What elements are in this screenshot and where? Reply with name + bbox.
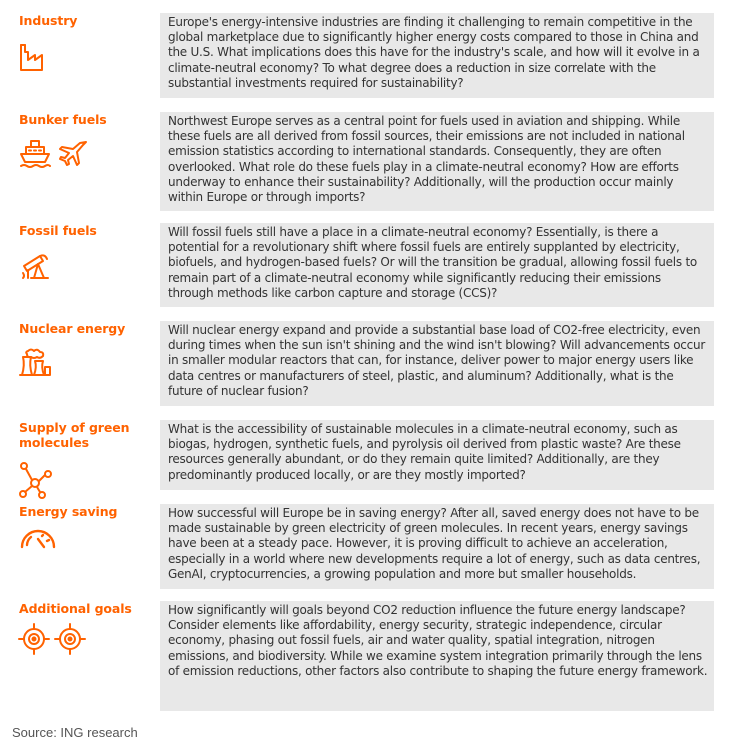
- topic-row: [0, 504, 738, 589]
- topic-row: [0, 420, 738, 490]
- topic-row: [0, 223, 738, 307]
- airplane-icon: [56, 138, 90, 168]
- topic-icons: [18, 138, 90, 168]
- target-icon: [18, 623, 50, 655]
- oil-pump-icon: [18, 250, 54, 282]
- topic-label: Bunker fuels: [19, 112, 107, 127]
- topic-description: Will nuclear energy expand and provide a substantial base load of CO2-free electricity, even during times when the sun isn't shining and the wind isn't blowing? Will advancements occur in smaller modular reactors that can, for instance, deliver power to major energy users like data centres or manufacturers of steel, plastic, and aluminum? Additionally, what is the future of nuclear fusion?: [160, 321, 714, 406]
- gauge-icon: [18, 527, 58, 551]
- topic-description: How significantly will goals beyond CO2 reduction influence the future energy landscape? Consider elements like affordability, energy security, strategic independence, circular economy, phasing out fossil fuels, air and water quality, spatial integration, nitrogen emissions, and biodiversity. While we examine system integration primarily through the lens of emission reductions, other factors also contribute to shaping the future energy framework.: [160, 601, 714, 711]
- topic-row: [0, 112, 738, 211]
- source-note: Source: ING research: [12, 725, 138, 740]
- topic-description: What is the accessibility of sustainable molecules in a climate-neutral economy, such as biogas, hydrogen, synthetic fuels, and pyrolysis oil derived from plastic waste? Are these resources generally abundant, or do they remain quite limited? Additionally, are they predominantly produced locally, or are they mostly imported?: [160, 420, 714, 490]
- topic-label: Additional goals: [19, 601, 132, 616]
- topic-description: How successful will Europe be in saving energy? After all, saved energy does not have to be made sustainable by green electricity of green molecules. In recent years, energy savings have been at a steady pace. However, it is proving difficult to achieve an acceleration, especially in a world where new developments require a lot of energy, such as data centres, GenAI, cryptocurrencies, a growing population and more but smaller households.: [160, 504, 714, 589]
- ship-icon: [18, 138, 52, 168]
- target-icon: [54, 623, 86, 655]
- topic-icons: [18, 527, 58, 551]
- topic-icons: [18, 461, 52, 499]
- molecule-icon: [18, 461, 52, 499]
- topic-row: [0, 601, 738, 711]
- topic-label: Supply of green molecules: [19, 420, 130, 450]
- topic-row: [0, 13, 738, 98]
- topic-icons: [18, 347, 54, 379]
- topic-label: Energy saving: [19, 504, 118, 519]
- topic-description: Northwest Europe serves as a central point for fuels used in aviation and shipping. While these fuels are all derived from fossil sources, their emissions are not included in national emission statistics according to international standards. Consequently, they are often overlooked. What role do these fuels play in a climate-neutral economy? How are efforts underway to enhance their sustainability? Additionally, will the production occur mainly within Europe or through imports?: [160, 112, 714, 211]
- topic-label: Fossil fuels: [19, 223, 97, 238]
- topic-label: Nuclear energy: [19, 321, 126, 336]
- topic-row: [0, 321, 738, 406]
- topic-icons: [18, 42, 44, 72]
- topic-description: Europe's energy-intensive industries are finding it challenging to remain competitive in the global marketplace due to significantly higher energy costs compared to those in China and the U.S. What implications does this have for the industry's scale, and how will it evolve in a climate-neutral economy? To what degree does a reduction in size correlate with the substantial investments required for sustainability?: [160, 13, 714, 98]
- topic-icons: [18, 623, 86, 655]
- topic-icons: [18, 250, 54, 282]
- topic-description: Will fossil fuels still have a place in a climate-neutral economy? Essentially, is there a potential for a revolutionary shift where fossil fuels are entirely supplanted by electricity, biofuels, and hydrogen-based fuels? Or will the transition be gradual, allowing fossil fuels to remain part of a climate-neutral economy while significantly reducing their emissions through methods like carbon capture and storage (CCS)?: [160, 223, 714, 307]
- topic-label: Industry: [19, 13, 78, 28]
- factory-icon: [18, 42, 44, 72]
- nuclear-plant-icon: [18, 347, 54, 379]
